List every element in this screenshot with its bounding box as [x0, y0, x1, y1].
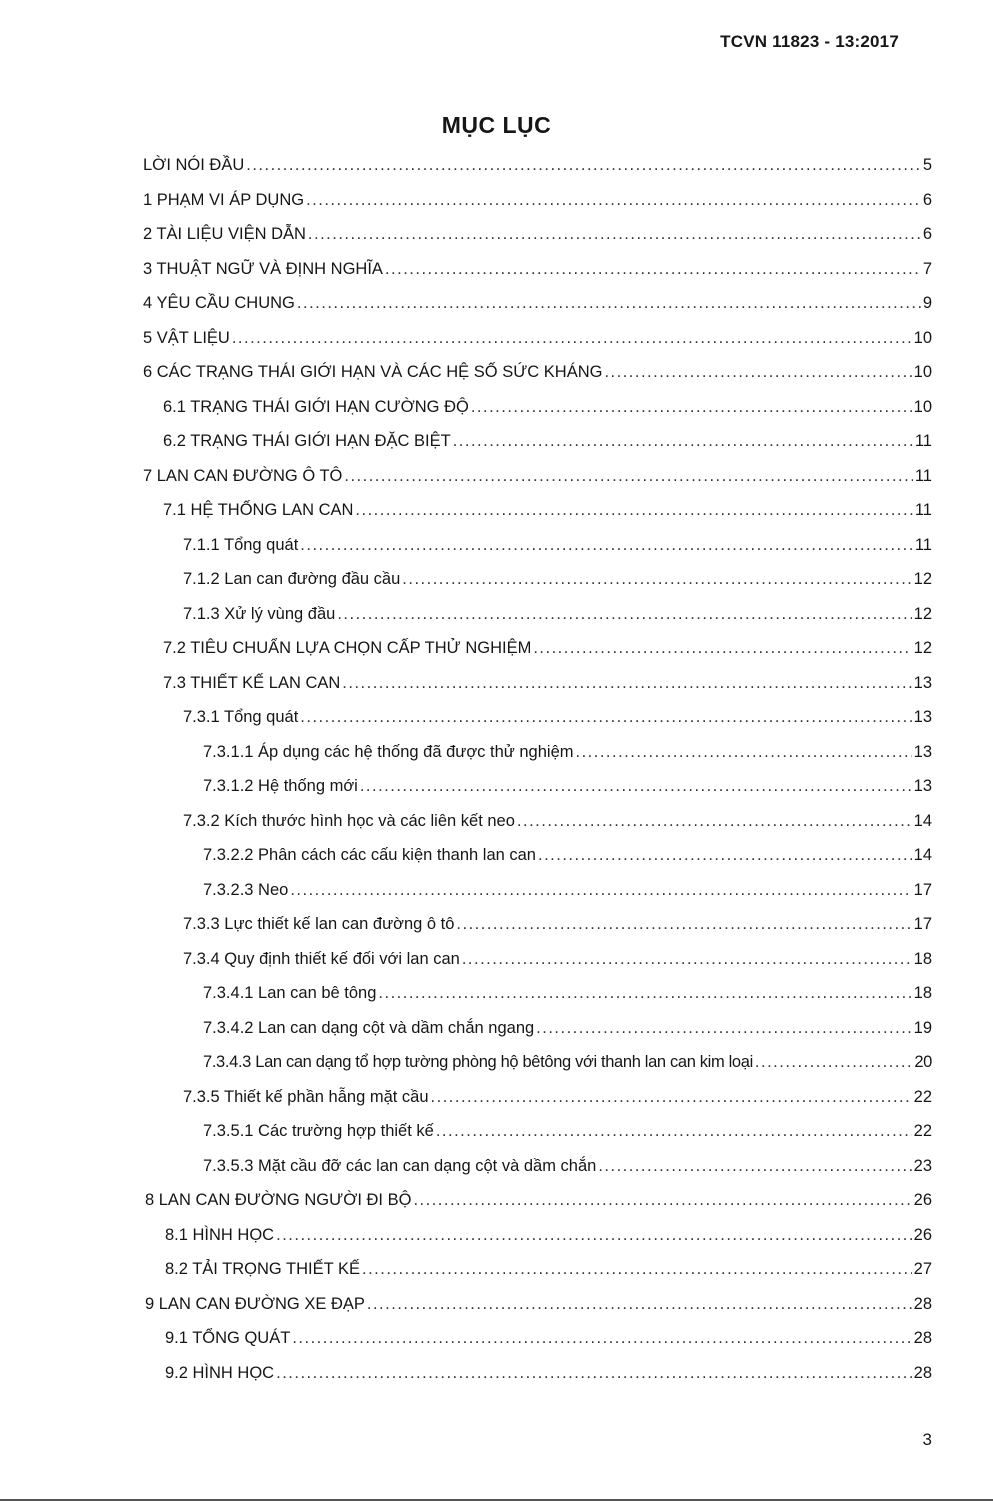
toc-entry[interactable] [163, 670, 932, 696]
dot-leader [297, 290, 921, 316]
toc-entry[interactable] [163, 428, 932, 454]
toc-label: 5 VẬT LIỆU [143, 328, 230, 347]
toc-page-number: 11 [914, 432, 932, 450]
dot-leader [533, 635, 911, 661]
dot-leader [337, 601, 911, 627]
dot-leader [471, 394, 912, 420]
toc-entry[interactable] [203, 1015, 932, 1041]
toc-entry[interactable] [203, 1049, 932, 1075]
toc-page-number: 18 [913, 949, 932, 968]
toc-label: 7.3.4 Quy định thiết kế đối với lan can [183, 949, 460, 968]
page-number: 3 [922, 1430, 932, 1449]
toc-entry[interactable] [183, 704, 932, 730]
toc-page-number: 28 [913, 1363, 932, 1382]
toc-page-number: 13 [913, 708, 932, 726]
toc-label: 9.1 TỔNG QUÁT [165, 1329, 291, 1347]
toc-label: 7.3.5.3 Mặt cầu đỡ các lan can dạng cột và dầm chắn [203, 1156, 597, 1175]
toc-entry[interactable] [203, 877, 932, 903]
dot-leader [576, 739, 912, 765]
dot-leader [292, 1325, 911, 1351]
toc-page-number: 17 [913, 880, 932, 899]
toc-label: 7.2 TIÊU CHUẨN LỰA CHỌN CẤP THỬ NGHIỆM [163, 639, 532, 657]
toc-label: LỜI NÓI ĐẦU [143, 156, 245, 174]
toc-page-number: 19 [913, 1018, 932, 1037]
toc-label: 7.3.4.1 Lan can bê tông [203, 984, 377, 1002]
toc-entry[interactable] [203, 773, 932, 799]
toc-page-number: 13 [913, 742, 932, 761]
toc-entry[interactable] [183, 532, 932, 558]
toc-label: 8.2 TẢI TRỌNG THIẾT KẾ [165, 1260, 361, 1278]
toc-page-number: 12 [913, 639, 932, 657]
dot-leader [436, 1118, 912, 1144]
toc-entry[interactable] [165, 1360, 932, 1386]
toc-label: 7.1.1 Tổng quát [183, 535, 299, 554]
toc-entry[interactable] [203, 842, 932, 868]
toc-page-number: 22 [913, 1122, 932, 1140]
toc-entry[interactable] [203, 1153, 932, 1179]
dot-leader [344, 463, 912, 489]
toc-label: 9.2 HÌNH HỌC [165, 1363, 275, 1382]
toc-entry[interactable] [165, 1256, 932, 1282]
toc-page-number: 28 [913, 1294, 932, 1313]
toc-label: 7.3.2.3 Neo [203, 880, 289, 899]
toc-entry[interactable] [163, 497, 932, 523]
toc-entry[interactable] [143, 359, 932, 385]
toc-page-number: 28 [913, 1329, 932, 1347]
toc-label: 7.3.3 Lực thiết kế lan can đường ô tô [183, 915, 455, 933]
toc-page-number: 14 [913, 811, 932, 830]
dot-leader [413, 1187, 911, 1213]
dot-leader [517, 808, 912, 834]
toc-page-number: 13 [913, 673, 932, 692]
toc-page-number: 10 [913, 363, 932, 381]
toc-entry[interactable] [183, 566, 932, 592]
toc-page-number: 6 [922, 225, 932, 243]
toc-page-number: 12 [913, 570, 932, 588]
toc-page-number: 27 [913, 1260, 932, 1278]
dot-leader [598, 1153, 911, 1179]
standard-code: TCVN 11823 - 13:2017 [720, 32, 899, 51]
dot-leader [362, 1256, 912, 1282]
toc-page-number: 7 [922, 259, 932, 278]
toc-page-number: 10 [913, 397, 932, 416]
dot-leader [378, 980, 911, 1006]
toc-entry[interactable] [183, 808, 932, 834]
dot-leader [367, 1291, 912, 1317]
toc-page-number: 11 [914, 466, 932, 485]
toc-entry[interactable] [203, 739, 932, 765]
dot-leader [300, 532, 913, 558]
toc-page-number: 26 [913, 1225, 932, 1244]
dot-leader [355, 497, 912, 523]
toc-label: 6.2 TRẠNG THÁI GIỚI HẠN ĐẶC BIỆT [163, 432, 451, 450]
toc-entry[interactable] [145, 1291, 932, 1317]
toc-page-number: 17 [913, 915, 932, 933]
toc-entry[interactable] [183, 946, 932, 972]
toc-label: 7.3.4.3 Lan can dạng tổ hợp tường phòng hộ bêtông với thanh lan can kim loại [203, 1053, 753, 1071]
toc-label: 7.3.1.1 Áp dụng các hệ thống đã được thử nghiệm [203, 742, 574, 761]
toc-label: 7.1 HỆ THỐNG LAN CAN [163, 501, 354, 519]
toc-entry[interactable] [145, 1187, 932, 1213]
dot-leader [306, 187, 921, 213]
toc-page-number: 20 [914, 1053, 932, 1071]
toc-page-number: 10 [913, 328, 932, 347]
toc-label: 9 LAN CAN ĐƯỜNG XE ĐẠP [145, 1294, 365, 1313]
toc-label: 2 TÀI LIỆU VIỆN DẪN [143, 225, 306, 243]
toc-page-number: 23 [913, 1156, 932, 1175]
toc-page-number: 6 [922, 190, 932, 209]
toc-label: 3 THUẬT NGỮ VÀ ĐỊNH NGHĨA [143, 259, 383, 278]
toc-entry[interactable] [143, 187, 932, 213]
dot-leader [276, 1222, 912, 1248]
toc-label: 7.3.1 Tổng quát [183, 708, 299, 726]
dot-leader [308, 221, 921, 247]
toc-entry[interactable] [143, 463, 932, 489]
dot-leader [431, 1084, 912, 1110]
toc-entry[interactable] [165, 1325, 932, 1351]
toc-entry[interactable] [143, 290, 932, 316]
dot-leader [246, 152, 921, 178]
toc-label: 7.3 THIẾT KẾ LAN CAN [163, 673, 341, 692]
dot-leader [538, 842, 912, 868]
toc-page-number: 22 [913, 1087, 932, 1106]
toc-label: 7.3.5.1 Các trường hợp thiết kế [203, 1122, 434, 1140]
toc-entry[interactable] [165, 1222, 932, 1248]
toc-page-number: 14 [913, 846, 932, 864]
toc-entry[interactable] [183, 601, 932, 627]
toc-page-number: 12 [913, 604, 932, 623]
toc-label: 7.3.4.2 Lan can dạng cột và dầm chắn ngang [203, 1018, 535, 1037]
toc-label: 7.3.2 Kích thước hình học và các liên kết neo [183, 811, 515, 830]
toc-page-number: 18 [913, 984, 932, 1002]
toc-entry[interactable] [163, 394, 932, 420]
toc-page-number: 13 [913, 777, 932, 795]
toc-page-number: 5 [922, 156, 932, 174]
toc-label: 7.1.3 Xử lý vùng đầu [183, 604, 336, 623]
dot-leader [604, 359, 911, 385]
toc-label: 6.1 TRẠNG THÁI GIỚI HẠN CƯỜNG ĐỘ [163, 397, 469, 416]
toc-entry[interactable] [143, 152, 932, 178]
toc-entry[interactable] [163, 635, 932, 661]
toc-entry[interactable] [203, 980, 932, 1006]
toc-label: 8.1 HÌNH HỌC [165, 1225, 275, 1244]
toc-entry[interactable] [203, 1118, 932, 1144]
toc-page-number: 26 [913, 1191, 932, 1209]
toc-label: 8 LAN CAN ĐƯỜNG NGƯỜI ĐI BỘ [145, 1191, 412, 1209]
dot-leader [360, 773, 912, 799]
dot-leader [402, 566, 911, 592]
toc-entry[interactable] [143, 325, 932, 351]
toc-label: 7.3.2.2 Phân cách các cấu kiện thanh lan can [203, 846, 536, 864]
toc-entry[interactable] [183, 1084, 932, 1110]
toc-label: 7.3.5 Thiết kế phần hẫng mặt cầu [183, 1087, 429, 1106]
toc-entry[interactable] [183, 911, 932, 937]
toc-label: 6 CÁC TRẠNG THÁI GIỚI HẠN VÀ CÁC HỆ SỐ SỨC KHÁNG [143, 363, 603, 381]
toc-entry[interactable] [143, 221, 932, 247]
dot-leader [755, 1049, 912, 1075]
dot-leader [453, 428, 913, 454]
page-bottom-edge [0, 1499, 993, 1501]
toc-label: 7.1.2 Lan can đường đầu cầu [183, 570, 401, 588]
toc-label: 7 LAN CAN ĐƯỜNG Ô TÔ [143, 466, 343, 485]
dot-leader [342, 670, 911, 696]
dot-leader [536, 1015, 911, 1041]
toc-page-number: 9 [922, 294, 932, 312]
dot-leader [462, 946, 912, 972]
toc-page-number: 11 [914, 535, 932, 554]
toc-label: 7.3.1.2 Hệ thống mới [203, 777, 358, 795]
dot-leader [456, 911, 911, 937]
dot-leader [276, 1360, 912, 1386]
dot-leader [385, 256, 921, 282]
dot-leader [300, 704, 911, 730]
dot-leader [290, 877, 911, 903]
toc-page-number: 11 [914, 501, 932, 519]
toc-label: 1 PHẠM VI ÁP DỤNG [143, 190, 305, 209]
toc-entry[interactable] [143, 256, 932, 282]
toc-label: 4 YÊU CẦU CHUNG [143, 294, 295, 312]
page-title: MỤC LỤC [441, 112, 552, 138]
dot-leader [232, 325, 912, 351]
